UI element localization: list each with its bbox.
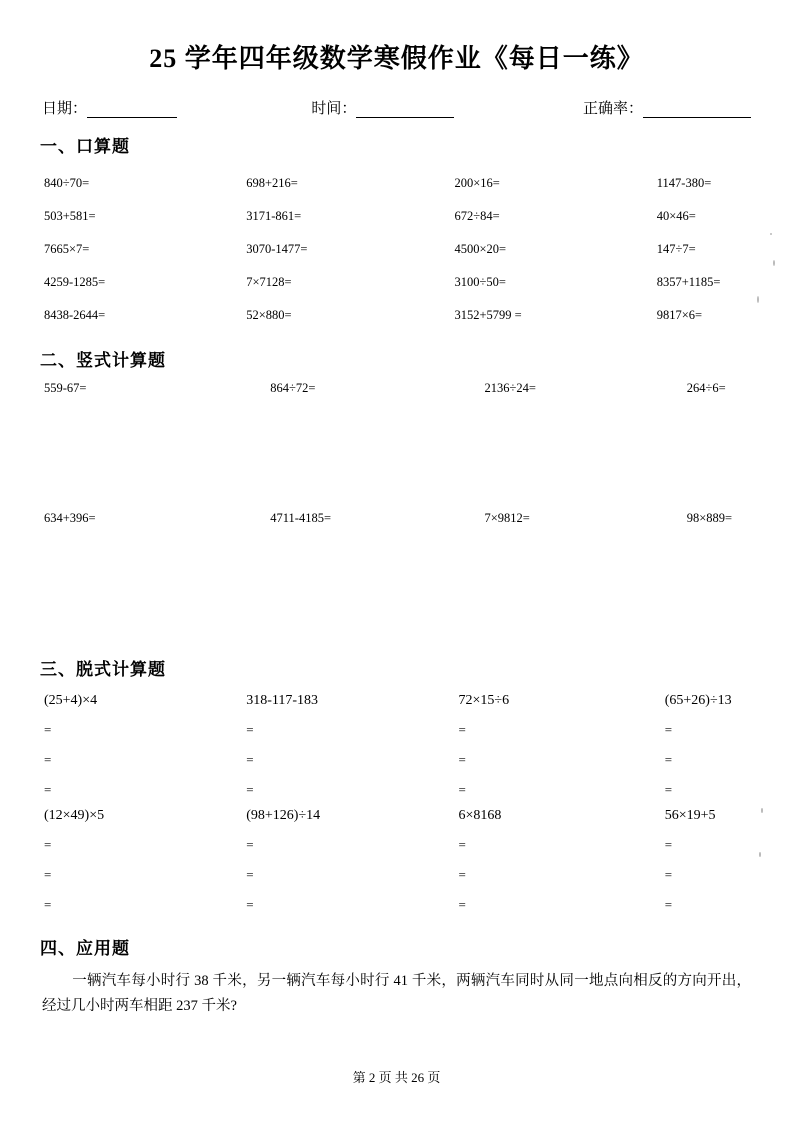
oral-item: 147÷7=	[656, 242, 696, 256]
section-heading-word: 四、应用题	[40, 939, 130, 958]
step-equals: =	[44, 782, 52, 797]
step-equals: =	[44, 897, 52, 912]
step-equals: =	[246, 722, 254, 737]
accuracy-label: 正确率：	[582, 101, 643, 117]
word-problem-body: 一辆汽车每小时行 38 千米，另一辆汽车每小时行 41 千米，两辆汽车同时从同一地点向相反的方向开出，经过几小时两车相距 237 千米?	[42, 973, 751, 1015]
step-expression: 318-117-183	[246, 693, 319, 708]
oral-item: 3171-861=	[246, 209, 302, 223]
oral-item: 1147-380=	[656, 176, 712, 190]
oral-grid	[40, 167, 753, 332]
oral-item: 8357+1185=	[656, 275, 721, 289]
page-footer: 第 2 页 共 26 页	[352, 1070, 441, 1085]
vertical-item: 634+396=	[44, 511, 96, 525]
step-equals: =	[246, 867, 254, 882]
scan-speck	[761, 808, 763, 813]
step-block	[40, 690, 753, 805]
section-heading-vertical: 二、竖式计算题	[40, 351, 166, 370]
vertical-item: 264÷6=	[686, 381, 726, 395]
step-equals: =	[458, 897, 466, 912]
accuracy-blank[interactable]	[643, 117, 751, 118]
vertical-grid	[40, 381, 753, 641]
step-expression: 72×15÷6	[458, 693, 510, 708]
oral-item: 40×46=	[656, 209, 696, 223]
oral-item: 4500×20=	[454, 242, 507, 256]
page-title: 25 学年四年级数学寒假作业《每日一练》	[149, 44, 644, 73]
step-equals: =	[44, 837, 52, 852]
step-equals: =	[246, 837, 254, 852]
vertical-item: 2136÷24=	[484, 381, 536, 395]
oral-item: 7×7128=	[246, 275, 292, 289]
step-expression: (98+126)÷14	[246, 808, 321, 823]
step-grid	[40, 690, 753, 920]
scan-speck	[757, 296, 759, 303]
oral-item: 9817×6=	[656, 308, 703, 322]
oral-item: 3100÷50=	[454, 275, 506, 289]
time-label: 时间：	[311, 101, 357, 117]
step-equals: =	[664, 867, 673, 882]
step-equals: =	[458, 782, 466, 797]
section-heading-oral: 一、口算题	[40, 137, 130, 156]
step-equals: =	[246, 782, 254, 797]
time-blank[interactable]	[356, 117, 454, 118]
time-field[interactable]	[311, 97, 552, 118]
step-equals: =	[458, 867, 466, 882]
oral-item: 8438-2644=	[44, 308, 106, 322]
section-heading-step: 三、脱式计算题	[40, 660, 166, 679]
step-equals: =	[664, 752, 673, 767]
oral-item: 52×880=	[246, 308, 292, 322]
step-equals: =	[458, 837, 466, 852]
scan-speck	[770, 233, 772, 235]
word-problem-text	[42, 969, 751, 1020]
oral-item: 4259-1285=	[44, 275, 106, 289]
vertical-row	[40, 381, 753, 511]
date-blank[interactable]	[87, 117, 177, 118]
oral-item: 840÷70=	[44, 176, 90, 190]
step-expression: (12×49)×5	[44, 808, 105, 823]
step-equals: =	[44, 752, 52, 767]
accuracy-field[interactable]	[552, 97, 751, 118]
vertical-item: 98×889=	[686, 511, 733, 525]
vertical-item: 559-67=	[44, 381, 87, 395]
vertical-item: 4711-4185=	[270, 511, 331, 525]
step-equals: =	[44, 867, 52, 882]
step-block	[40, 805, 753, 920]
oral-item: 698+216=	[246, 176, 298, 190]
step-equals: =	[246, 752, 254, 767]
oral-item: 200×16=	[454, 176, 500, 190]
scan-speck	[773, 260, 775, 266]
step-equals: =	[664, 722, 673, 737]
vertical-item: 7×9812=	[484, 511, 530, 525]
step-equals: =	[664, 897, 673, 912]
oral-item: 503+581=	[44, 209, 96, 223]
date-label: 日期：	[42, 101, 88, 117]
oral-item: 3152+5799 =	[454, 308, 522, 322]
step-equals: =	[458, 722, 466, 737]
step-expression: (25+4)×4	[44, 693, 98, 708]
step-equals: =	[458, 752, 466, 767]
step-expression: (65+26)÷13	[664, 693, 732, 708]
step-expression: 6×8168	[458, 808, 502, 823]
oral-item: 7665×7=	[44, 242, 90, 256]
vertical-row	[40, 511, 753, 641]
date-field[interactable]	[42, 97, 311, 118]
step-equals: =	[664, 782, 673, 797]
step-equals: =	[664, 837, 673, 852]
step-equals: =	[44, 722, 52, 737]
oral-item: 672÷84=	[454, 209, 500, 223]
vertical-item: 864÷72=	[270, 381, 316, 395]
step-equals: =	[246, 897, 254, 912]
meta-row	[42, 97, 751, 118]
oral-item: 3070-1477=	[246, 242, 308, 256]
scan-speck	[759, 852, 761, 857]
step-expression: 56×19+5	[664, 808, 716, 823]
